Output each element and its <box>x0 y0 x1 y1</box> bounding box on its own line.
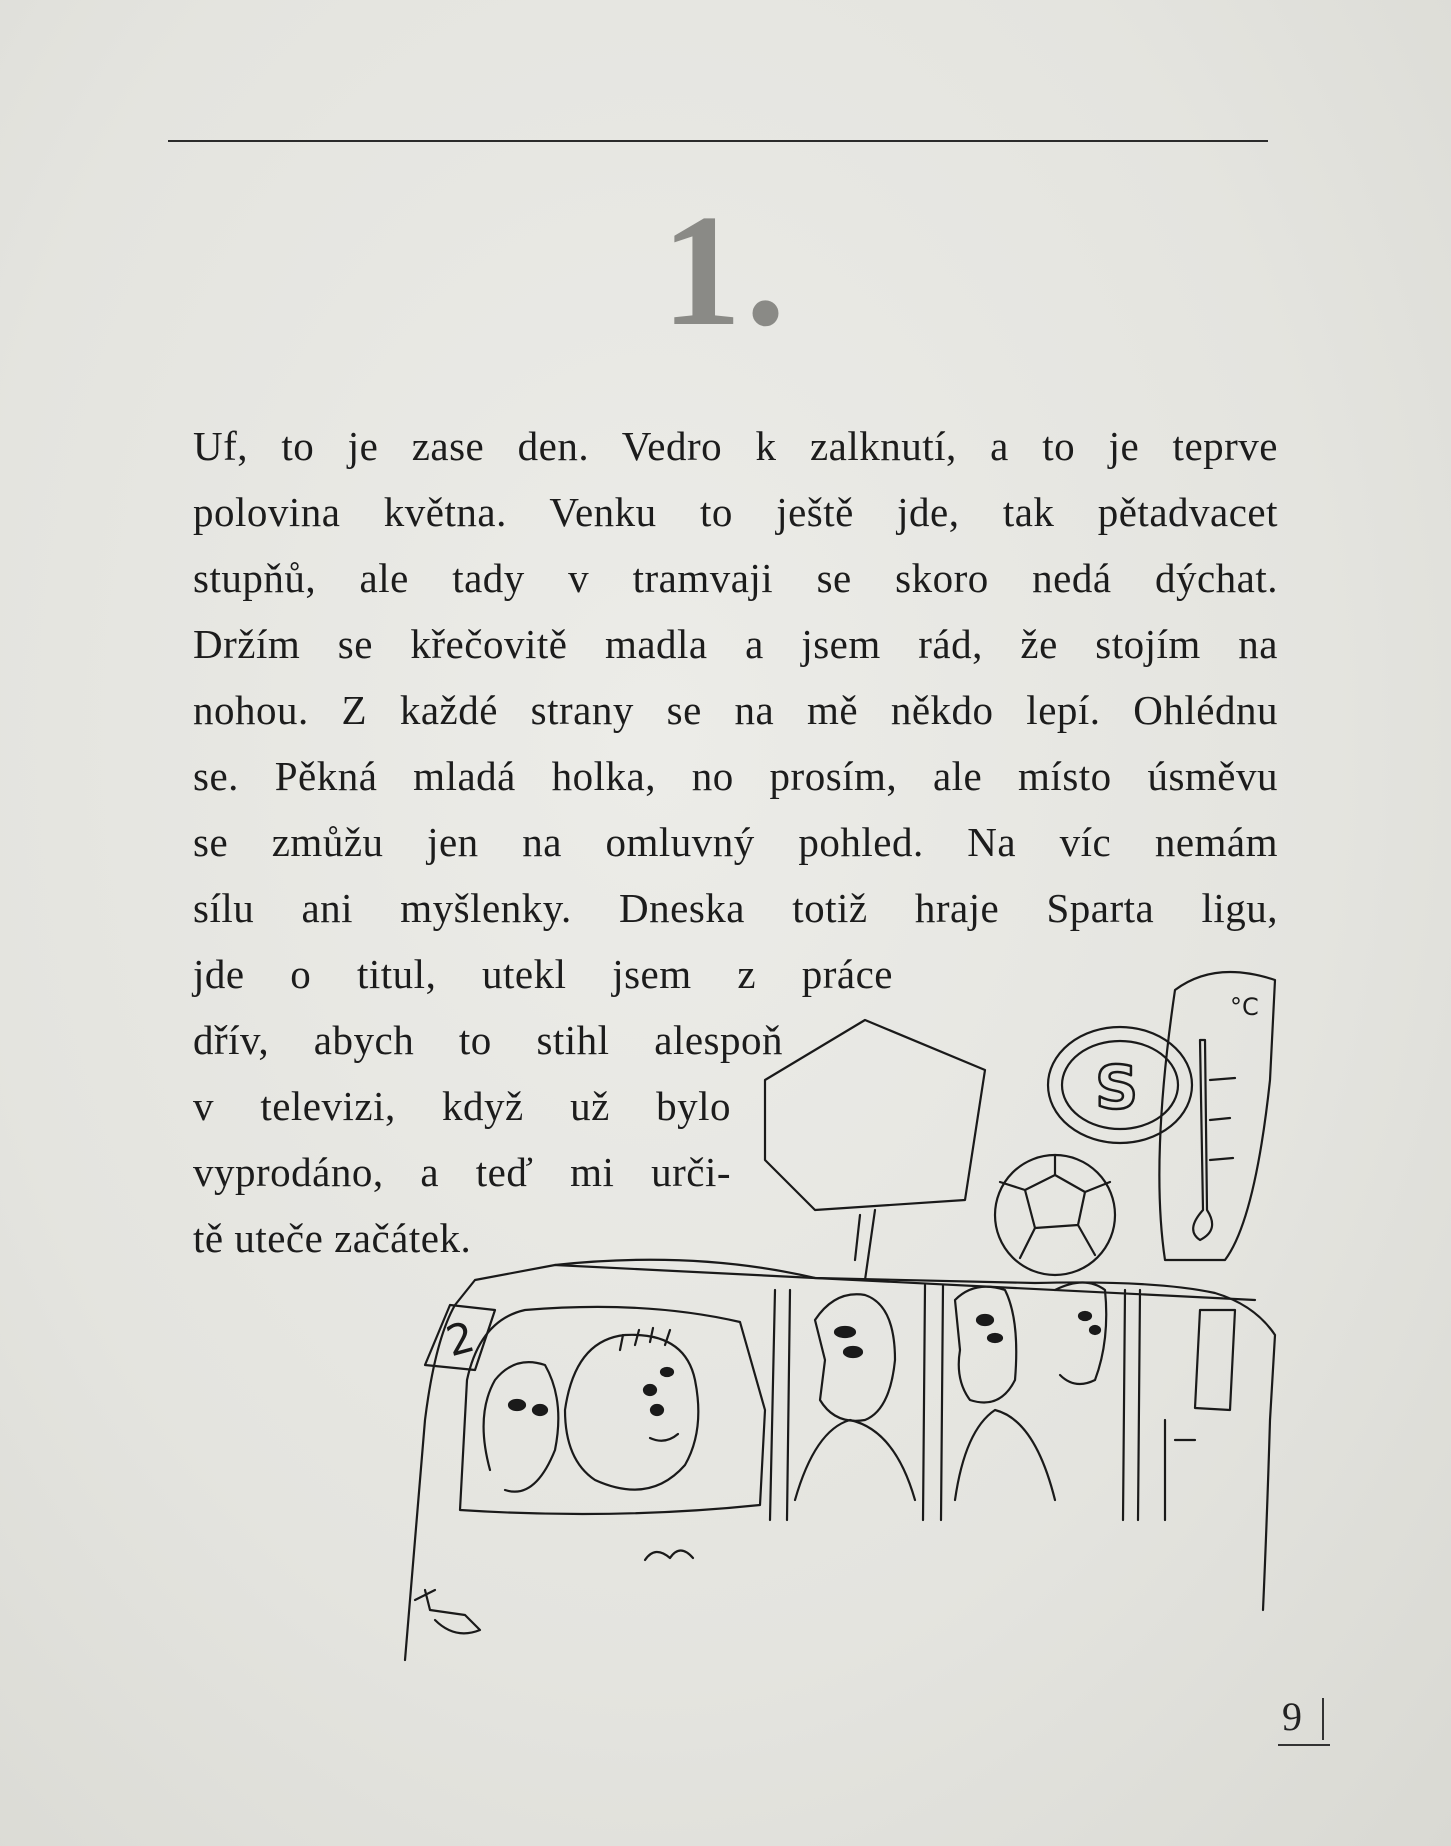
text-line: vyprodáno, a teď mi urči- <box>193 1149 731 1195</box>
door-left <box>770 1290 790 1520</box>
face-right <box>955 1287 1016 1403</box>
text-line: tě uteče začátek. <box>193 1215 472 1261</box>
side-window <box>1195 1310 1235 1410</box>
logo-letter: S <box>1095 1053 1139 1123</box>
text-line: stupňů, ale tady v tramvaji se skoro nedá dýchat. <box>193 555 1278 601</box>
text-line: nohou. Z každé strany se na mě někdo lepí. Ohlédnu <box>193 687 1278 733</box>
text-line: Uf, to je zase den. Vedro k zalknutí, a to je teprve <box>193 423 1278 469</box>
eye-icon <box>835 1327 855 1337</box>
top-rule <box>168 140 1268 142</box>
door-center <box>923 1285 943 1520</box>
tram-outline <box>405 1260 1275 1660</box>
eye-icon <box>644 1385 656 1395</box>
thermometer-icon <box>1193 1040 1212 1240</box>
eye-icon <box>844 1347 862 1357</box>
eye-icon <box>533 1405 547 1415</box>
eye-icon <box>661 1368 673 1376</box>
text-line: v televizi, když už bylo <box>193 1083 731 1129</box>
text-line: polovina května. Venku to ještě jde, tak pětadvacet <box>193 489 1278 535</box>
sign-pole <box>855 1210 875 1280</box>
door-right <box>1123 1290 1140 1520</box>
face-center <box>565 1335 698 1490</box>
text-line: sílu ani myšlenky. Dneska totiž hraje Sparta ligu, <box>193 885 1278 931</box>
tv-screen-sign <box>765 1020 985 1210</box>
eye-icon <box>988 1334 1002 1342</box>
headlamp <box>415 1590 480 1633</box>
page-number-bar <box>1322 1698 1324 1740</box>
tram-roof-line <box>555 1265 1255 1300</box>
text-line: jde o titul, utekl jsem z práce <box>193 951 893 997</box>
text-line: se. Pěkná mladá holka, no prosím, ale místo úsměvu <box>193 753 1278 799</box>
eye-icon <box>1079 1312 1091 1320</box>
text-line: se zmůžu jen na omluvný pohled. Na víc nemám <box>193 819 1278 865</box>
page-number: 9 <box>1282 1694 1302 1739</box>
thermometer-unit: °C <box>1230 993 1259 1021</box>
eye-icon <box>1090 1326 1100 1334</box>
tram-drawing-illustration <box>395 960 1285 1670</box>
chapter-number: 1. <box>661 181 790 359</box>
eye-icon <box>977 1315 993 1325</box>
eye-icon <box>509 1400 525 1410</box>
route-number: 2 <box>441 1311 480 1367</box>
face-left <box>484 1362 559 1492</box>
eye-icon <box>651 1405 663 1415</box>
text-line: dřív, abych to stihl alespoň <box>193 1017 783 1063</box>
text-line: Držím se křečovitě madla a jsem rád, že stojím na <box>193 621 1278 667</box>
page-number-underline <box>1278 1744 1330 1746</box>
